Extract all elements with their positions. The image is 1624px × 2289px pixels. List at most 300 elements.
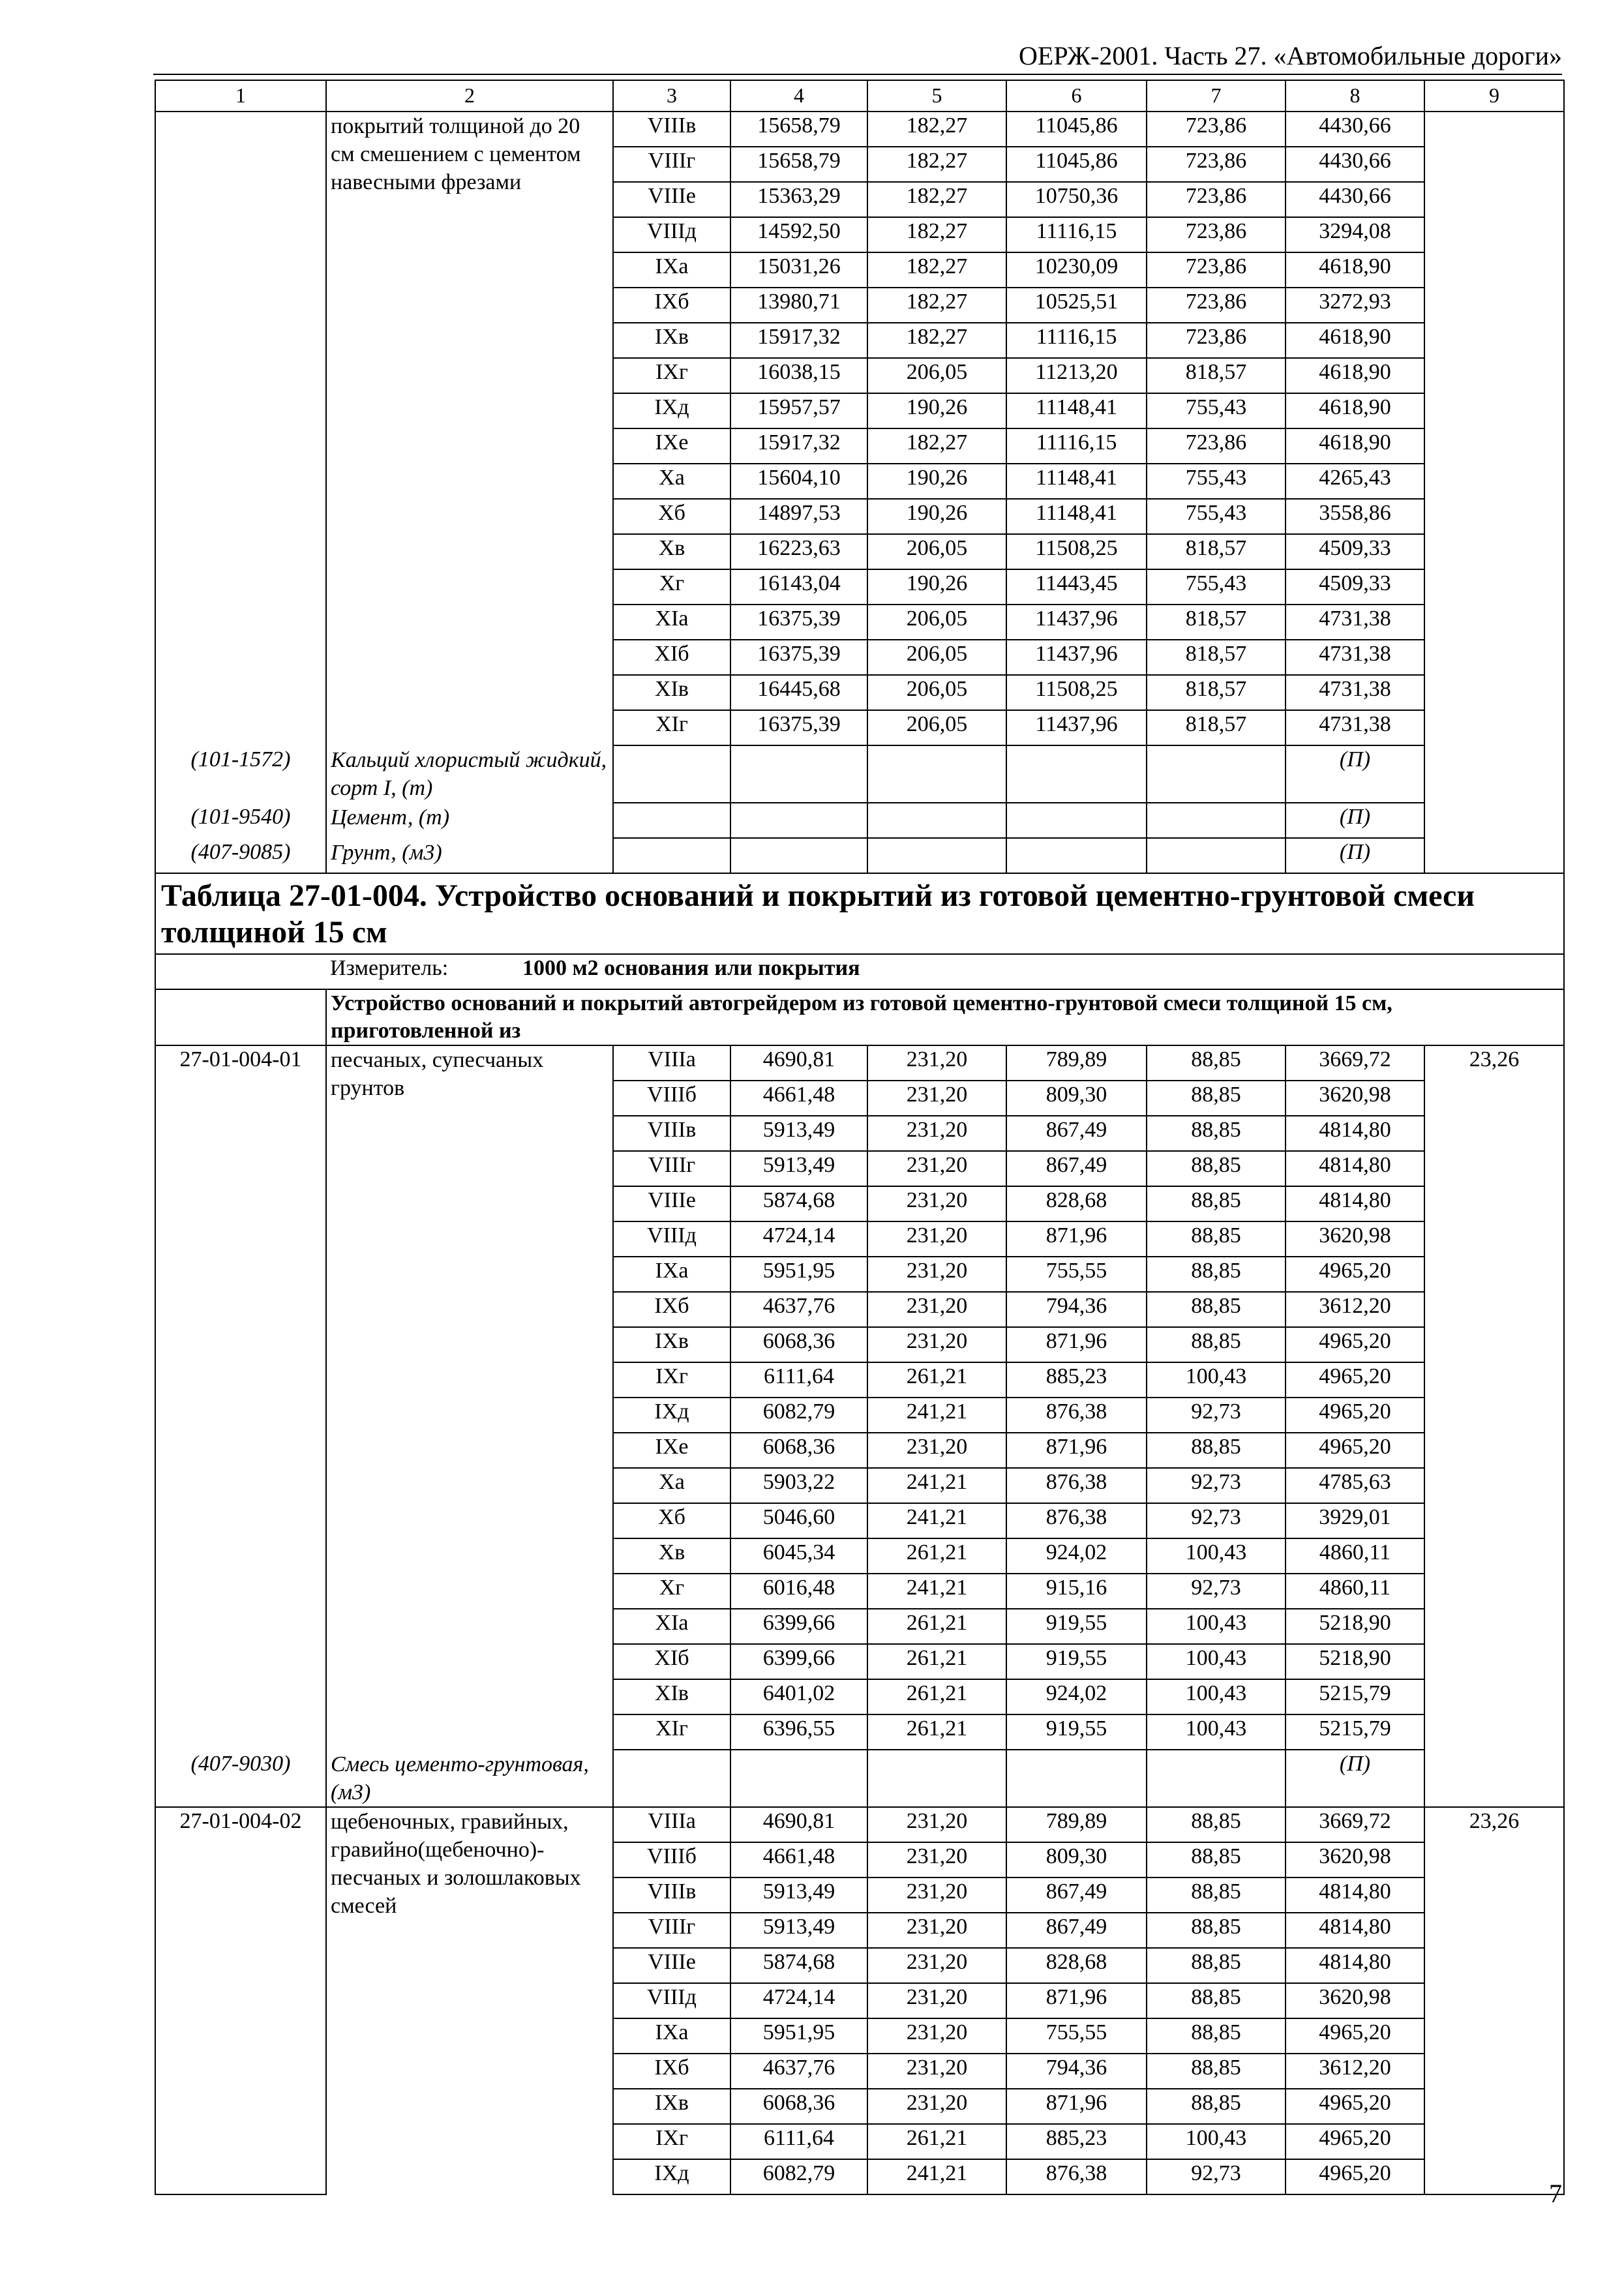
- value-cell: 5218,90: [1286, 1644, 1424, 1679]
- region-code-cell: Xв: [613, 1538, 730, 1574]
- value-cell: 723,86: [1147, 182, 1286, 217]
- value-cell: 818,57: [1147, 640, 1286, 675]
- empty-cell: [613, 1750, 730, 1807]
- value-cell: 190,26: [867, 464, 1006, 499]
- value-cell: 4860,11: [1286, 1538, 1424, 1574]
- labor-cell: [1424, 393, 1564, 428]
- work-description: песчаных, супесчаных грунтов: [326, 1045, 613, 1750]
- value-cell: 5046,60: [730, 1503, 867, 1538]
- region-code-cell: VIIIв: [613, 112, 730, 147]
- value-cell: 794,36: [1006, 1292, 1147, 1327]
- region-code-cell: XIв: [613, 675, 730, 710]
- rate-code-cell: [155, 1574, 326, 1609]
- value-cell: 11116,15: [1006, 217, 1147, 252]
- material-row: [155, 838, 1564, 873]
- region-code-cell: Xб: [613, 499, 730, 534]
- value-cell: 867,49: [1006, 1116, 1147, 1151]
- value-cell: 92,73: [1147, 1503, 1286, 1538]
- value-cell: 871,96: [1006, 1327, 1147, 1362]
- value-cell: 818,57: [1147, 675, 1286, 710]
- empty-cell: [1006, 838, 1147, 873]
- material-unit: (П): [1286, 803, 1424, 838]
- value-cell: 261,21: [867, 1714, 1006, 1750]
- header-rule: [153, 74, 1562, 75]
- empty-cell: [1006, 803, 1147, 838]
- column-number: 6: [1006, 80, 1147, 112]
- value-cell: 88,85: [1147, 1948, 1286, 1983]
- value-cell: 88,85: [1147, 1433, 1286, 1468]
- region-code-cell: IXд: [613, 2159, 730, 2194]
- value-cell: 231,20: [867, 1878, 1006, 1913]
- value-cell: 11213,20: [1006, 358, 1147, 393]
- empty-cell: [1147, 803, 1286, 838]
- empty-cell: [1424, 1750, 1564, 1807]
- rate-code-cell: [155, 1983, 326, 2018]
- region-code-cell: VIIIе: [613, 182, 730, 217]
- labor-cell: [1424, 1081, 1564, 1116]
- region-code-cell: IXе: [613, 428, 730, 464]
- value-cell: 876,38: [1006, 1398, 1147, 1433]
- value-cell: 88,85: [1147, 2054, 1286, 2089]
- value-cell: 794,36: [1006, 2054, 1147, 2089]
- labor-cell: [1424, 1221, 1564, 1257]
- value-cell: 14897,53: [730, 499, 867, 534]
- value-cell: 4814,80: [1286, 1116, 1424, 1151]
- value-cell: 206,05: [867, 675, 1006, 710]
- value-cell: 885,23: [1006, 2124, 1147, 2159]
- value-cell: 5903,22: [730, 1468, 867, 1503]
- value-cell: 4430,66: [1286, 147, 1424, 182]
- value-cell: 206,05: [867, 710, 1006, 745]
- value-cell: 15604,10: [730, 464, 867, 499]
- rate-code-cell: [155, 1644, 326, 1679]
- value-cell: 182,27: [867, 288, 1006, 323]
- value-cell: 88,85: [1147, 1842, 1286, 1878]
- region-code-cell: IXв: [613, 2089, 730, 2124]
- measure-cell: [326, 954, 1564, 989]
- rate-code-cell: [155, 1257, 326, 1292]
- value-cell: 88,85: [1147, 1045, 1286, 1081]
- region-code-cell: VIIIг: [613, 1151, 730, 1186]
- rate-code-cell: [155, 1913, 326, 1948]
- rate-code-cell: [155, 182, 326, 217]
- region-code-cell: IXб: [613, 2054, 730, 2089]
- value-cell: 6396,55: [730, 1714, 867, 1750]
- value-cell: 11437,96: [1006, 640, 1147, 675]
- value-cell: 4509,33: [1286, 569, 1424, 605]
- value-cell: 190,26: [867, 393, 1006, 428]
- region-code-cell: Xб: [613, 1503, 730, 1538]
- value-cell: 15658,79: [730, 147, 867, 182]
- rate-code-cell: [155, 393, 326, 428]
- value-cell: 15363,29: [730, 182, 867, 217]
- empty-cell: [155, 954, 326, 989]
- rate-code-cell: [155, 464, 326, 499]
- labor-cell: [1424, 1362, 1564, 1398]
- labor-cell: [1424, 710, 1564, 745]
- value-cell: 231,20: [867, 1913, 1006, 1948]
- rate-code-cell: [155, 499, 326, 534]
- value-cell: 4731,38: [1286, 605, 1424, 640]
- value-cell: 5913,49: [730, 1913, 867, 1948]
- value-cell: 4965,20: [1286, 1398, 1424, 1433]
- region-code-cell: IXб: [613, 1292, 730, 1327]
- value-cell: 4618,90: [1286, 323, 1424, 358]
- value-cell: 16375,39: [730, 640, 867, 675]
- value-cell: 4661,48: [730, 1842, 867, 1878]
- value-cell: 6068,36: [730, 2089, 867, 2124]
- value-cell: 3929,01: [1286, 1503, 1424, 1538]
- value-cell: 876,38: [1006, 1503, 1147, 1538]
- value-cell: 10230,09: [1006, 252, 1147, 288]
- region-code-cell: VIIIв: [613, 1116, 730, 1151]
- group-title-row: [155, 989, 1564, 1045]
- region-code-cell: VIIIд: [613, 1221, 730, 1257]
- page-header: ОЕРЖ-2001. Часть 27. «Автомобильные дороги»: [1019, 41, 1562, 70]
- rate-code-cell: [155, 358, 326, 393]
- value-cell: 818,57: [1147, 605, 1286, 640]
- value-cell: 6068,36: [730, 1327, 867, 1362]
- value-cell: 241,21: [867, 1574, 1006, 1609]
- value-cell: 5215,79: [1286, 1714, 1424, 1750]
- rate-code-cell: [155, 1468, 326, 1503]
- empty-cell: [867, 803, 1006, 838]
- value-cell: 818,57: [1147, 710, 1286, 745]
- region-code-cell: Xг: [613, 1574, 730, 1609]
- empty-cell: [1424, 745, 1564, 803]
- value-cell: 231,20: [867, 1257, 1006, 1292]
- table-row: [155, 1045, 1564, 1081]
- value-cell: 182,27: [867, 252, 1006, 288]
- region-code-cell: IXг: [613, 358, 730, 393]
- work-description: щебеночных, гравийных, гравийно(щебеночно)-песчаных и золошлаковых смесей: [326, 1807, 613, 2194]
- region-code-cell: IXа: [613, 2018, 730, 2054]
- value-cell: 6399,66: [730, 1644, 867, 1679]
- region-code-cell: VIIIа: [613, 1807, 730, 1842]
- value-cell: 4814,80: [1286, 1878, 1424, 1913]
- material-unit: (П): [1286, 838, 1424, 873]
- value-cell: 4724,14: [730, 1221, 867, 1257]
- labor-cell: [1424, 1186, 1564, 1221]
- material-code: (407-9030): [155, 1750, 326, 1807]
- labor-cell: 23,26: [1424, 1807, 1564, 1842]
- labor-cell: [1424, 1842, 1564, 1878]
- rate-code-cell: 27-01-004-02: [155, 1807, 326, 1842]
- value-cell: 15957,57: [730, 393, 867, 428]
- material-name: Смесь цементо-грунтовая, (м3): [326, 1750, 613, 1807]
- value-cell: 88,85: [1147, 1221, 1286, 1257]
- labor-cell: [1424, 1679, 1564, 1714]
- value-cell: 5218,90: [1286, 1609, 1424, 1644]
- empty-cell: [1006, 1750, 1147, 1807]
- value-cell: 924,02: [1006, 1538, 1147, 1574]
- column-number: 3: [613, 80, 730, 112]
- value-cell: 88,85: [1147, 1913, 1286, 1948]
- value-cell: 4814,80: [1286, 1948, 1424, 1983]
- value-cell: 6111,64: [730, 2124, 867, 2159]
- value-cell: 4965,20: [1286, 2018, 1424, 2054]
- region-code-cell: VIIIб: [613, 1081, 730, 1116]
- column-number: 1: [155, 80, 326, 112]
- value-cell: 190,26: [867, 499, 1006, 534]
- material-row: [155, 1750, 1564, 1807]
- value-cell: 261,21: [867, 1362, 1006, 1398]
- material-code: (101-9540): [155, 803, 326, 838]
- value-cell: 4965,20: [1286, 1257, 1424, 1292]
- value-cell: 4690,81: [730, 1045, 867, 1081]
- rate-code-cell: [155, 1362, 326, 1398]
- value-cell: 789,89: [1006, 1045, 1147, 1081]
- labor-cell: [1424, 499, 1564, 534]
- labor-cell: [1424, 675, 1564, 710]
- material-name: Кальций хлористый жидкий, сорт I, (т): [326, 745, 613, 803]
- region-code-cell: XIа: [613, 605, 730, 640]
- column-number: 9: [1424, 80, 1564, 112]
- region-code-cell: XIб: [613, 640, 730, 675]
- rate-code-cell: [155, 2124, 326, 2159]
- material-row: [155, 803, 1564, 838]
- value-cell: 723,86: [1147, 147, 1286, 182]
- value-cell: 88,85: [1147, 2089, 1286, 2124]
- value-cell: 182,27: [867, 182, 1006, 217]
- value-cell: 4731,38: [1286, 675, 1424, 710]
- value-cell: 231,20: [867, 1842, 1006, 1878]
- rate-code-cell: [155, 534, 326, 569]
- empty-cell: [613, 745, 730, 803]
- labor-cell: 23,26: [1424, 1045, 1564, 1081]
- value-cell: 206,05: [867, 358, 1006, 393]
- labor-cell: [1424, 112, 1564, 147]
- value-cell: 14592,50: [730, 217, 867, 252]
- estimate-table: [155, 80, 1565, 2195]
- value-cell: 723,86: [1147, 428, 1286, 464]
- rate-code-cell: [155, 1398, 326, 1433]
- value-cell: 88,85: [1147, 1807, 1286, 1842]
- value-cell: 231,20: [867, 1327, 1006, 1362]
- labor-cell: [1424, 1503, 1564, 1538]
- empty-cell: [613, 803, 730, 838]
- value-cell: 261,21: [867, 1609, 1006, 1644]
- value-cell: 11148,41: [1006, 499, 1147, 534]
- value-cell: 924,02: [1006, 1679, 1147, 1714]
- value-cell: 4965,20: [1286, 1327, 1424, 1362]
- rate-code-cell: [155, 605, 326, 640]
- value-cell: 88,85: [1147, 1257, 1286, 1292]
- value-cell: 206,05: [867, 640, 1006, 675]
- rate-code-cell: [155, 112, 326, 147]
- material-code: (101-1572): [155, 745, 326, 803]
- value-cell: 4965,20: [1286, 2089, 1424, 2124]
- region-code-cell: Xа: [613, 464, 730, 499]
- value-cell: 206,05: [867, 534, 1006, 569]
- value-cell: 182,27: [867, 323, 1006, 358]
- labor-cell: [1424, 2089, 1564, 2124]
- value-cell: 755,55: [1006, 2018, 1147, 2054]
- value-cell: 4724,14: [730, 1983, 867, 2018]
- value-cell: 723,86: [1147, 323, 1286, 358]
- material-name: Цемент, (т): [326, 803, 613, 838]
- table-row: [155, 112, 1564, 147]
- value-cell: 4430,66: [1286, 112, 1424, 147]
- value-cell: 3620,98: [1286, 1081, 1424, 1116]
- value-cell: 915,16: [1006, 1574, 1147, 1609]
- value-cell: 231,20: [867, 2054, 1006, 2089]
- value-cell: 4618,90: [1286, 428, 1424, 464]
- labor-cell: [1424, 1609, 1564, 1644]
- work-description: покрытий толщиной до 20 см смешением с цементом навесными фрезами: [326, 112, 613, 745]
- value-cell: 4509,33: [1286, 534, 1424, 569]
- region-code-cell: IXе: [613, 1433, 730, 1468]
- value-cell: 4814,80: [1286, 1186, 1424, 1221]
- empty-cell: [867, 1750, 1006, 1807]
- value-cell: 182,27: [867, 112, 1006, 147]
- value-cell: 100,43: [1147, 1609, 1286, 1644]
- table-title-row: [155, 873, 1564, 954]
- value-cell: 3272,93: [1286, 288, 1424, 323]
- value-cell: 15031,26: [730, 252, 867, 288]
- value-cell: 182,27: [867, 217, 1006, 252]
- labor-cell: [1424, 605, 1564, 640]
- empty-cell: [730, 1750, 867, 1807]
- rate-code-cell: [155, 2054, 326, 2089]
- labor-cell: [1424, 2054, 1564, 2089]
- rate-code-cell: [155, 675, 326, 710]
- column-number: 8: [1286, 80, 1424, 112]
- rate-code-cell: [155, 2018, 326, 2054]
- labor-cell: [1424, 2018, 1564, 2054]
- value-cell: 6111,64: [730, 1362, 867, 1398]
- labor-cell: [1424, 1983, 1564, 2018]
- value-cell: 919,55: [1006, 1644, 1147, 1679]
- region-code-cell: XIв: [613, 1679, 730, 1714]
- region-code-cell: IXв: [613, 1327, 730, 1362]
- value-cell: 92,73: [1147, 1574, 1286, 1609]
- value-cell: 231,20: [867, 1221, 1006, 1257]
- rate-code-cell: [155, 2089, 326, 2124]
- value-cell: 4965,20: [1286, 1362, 1424, 1398]
- region-code-cell: IXг: [613, 1362, 730, 1398]
- value-cell: 88,85: [1147, 1327, 1286, 1362]
- region-code-cell: IXг: [613, 2124, 730, 2159]
- value-cell: 6045,34: [730, 1538, 867, 1574]
- rate-code-cell: [155, 1679, 326, 1714]
- value-cell: 11437,96: [1006, 710, 1147, 745]
- value-cell: 5913,49: [730, 1878, 867, 1913]
- value-cell: 11116,15: [1006, 428, 1147, 464]
- rate-code-cell: [155, 1151, 326, 1186]
- empty-cell: [1147, 1750, 1286, 1807]
- value-cell: 100,43: [1147, 1714, 1286, 1750]
- value-cell: 15658,79: [730, 112, 867, 147]
- value-cell: 4814,80: [1286, 1913, 1424, 1948]
- region-code-cell: Xг: [613, 569, 730, 605]
- value-cell: 789,89: [1006, 1807, 1147, 1842]
- rate-code-cell: [155, 710, 326, 745]
- labor-cell: [1424, 288, 1564, 323]
- region-code-cell: Xв: [613, 534, 730, 569]
- value-cell: 231,20: [867, 1045, 1006, 1081]
- region-code-cell: VIIIв: [613, 1878, 730, 1913]
- value-cell: 4965,20: [1286, 1433, 1424, 1468]
- value-cell: 92,73: [1147, 1398, 1286, 1433]
- rate-code-cell: [155, 569, 326, 605]
- value-cell: 231,20: [867, 1186, 1006, 1221]
- value-cell: 4965,20: [1286, 2124, 1424, 2159]
- region-code-cell: VIIIе: [613, 1948, 730, 1983]
- labor-cell: [1424, 252, 1564, 288]
- value-cell: 10525,51: [1006, 288, 1147, 323]
- value-cell: 755,43: [1147, 569, 1286, 605]
- empty-cell: [1006, 745, 1147, 803]
- value-cell: 261,21: [867, 1679, 1006, 1714]
- value-cell: 4618,90: [1286, 252, 1424, 288]
- labor-cell: [1424, 1714, 1564, 1750]
- empty-cell: [730, 745, 867, 803]
- empty-cell: [155, 989, 326, 1045]
- value-cell: 4637,76: [730, 2054, 867, 2089]
- value-cell: 4860,11: [1286, 1574, 1424, 1609]
- material-unit: (П): [1286, 1750, 1424, 1807]
- value-cell: 723,86: [1147, 112, 1286, 147]
- value-cell: 876,38: [1006, 2159, 1147, 2194]
- rate-code-cell: [155, 252, 326, 288]
- value-cell: 871,96: [1006, 1433, 1147, 1468]
- labor-cell: [1424, 182, 1564, 217]
- value-cell: 723,86: [1147, 217, 1286, 252]
- value-cell: 231,20: [867, 1151, 1006, 1186]
- value-cell: 6016,48: [730, 1574, 867, 1609]
- region-code-cell: Xа: [613, 1468, 730, 1503]
- value-cell: 919,55: [1006, 1609, 1147, 1644]
- value-cell: 231,20: [867, 2018, 1006, 2054]
- rate-code-cell: [155, 1842, 326, 1878]
- value-cell: 11045,86: [1006, 147, 1147, 182]
- rate-code-cell: [155, 1081, 326, 1116]
- empty-cell: [867, 838, 1006, 873]
- value-cell: 871,96: [1006, 2089, 1147, 2124]
- labor-cell: [1424, 323, 1564, 358]
- value-cell: 11508,25: [1006, 675, 1147, 710]
- value-cell: 88,85: [1147, 1186, 1286, 1221]
- region-code-cell: VIIIг: [613, 147, 730, 182]
- value-cell: 4618,90: [1286, 358, 1424, 393]
- value-cell: 919,55: [1006, 1714, 1147, 1750]
- region-code-cell: IXд: [613, 1398, 730, 1433]
- value-cell: 5913,49: [730, 1151, 867, 1186]
- value-cell: 16375,39: [730, 605, 867, 640]
- value-cell: 16038,15: [730, 358, 867, 393]
- material-name: Грунт, (м3): [326, 838, 613, 873]
- value-cell: 828,68: [1006, 1186, 1147, 1221]
- value-cell: 231,20: [867, 2089, 1006, 2124]
- rate-code-cell: [155, 640, 326, 675]
- value-cell: 755,55: [1006, 1257, 1147, 1292]
- value-cell: 5951,95: [730, 1257, 867, 1292]
- column-number-row: [155, 80, 1564, 112]
- rate-code-cell: [155, 323, 326, 358]
- region-code-cell: IXв: [613, 323, 730, 358]
- region-code-cell: XIб: [613, 1644, 730, 1679]
- table-title: Таблица 27-01-004. Устройство оснований и покрытий из готовой цементно-грунтовой смеси толщиной 15 см: [155, 873, 1564, 954]
- value-cell: 100,43: [1147, 1644, 1286, 1679]
- value-cell: 100,43: [1147, 2124, 1286, 2159]
- labor-cell: [1424, 534, 1564, 569]
- empty-cell: [867, 745, 1006, 803]
- value-cell: 723,86: [1147, 288, 1286, 323]
- value-cell: 755,43: [1147, 464, 1286, 499]
- rate-code-cell: [155, 1186, 326, 1221]
- value-cell: 755,43: [1147, 499, 1286, 534]
